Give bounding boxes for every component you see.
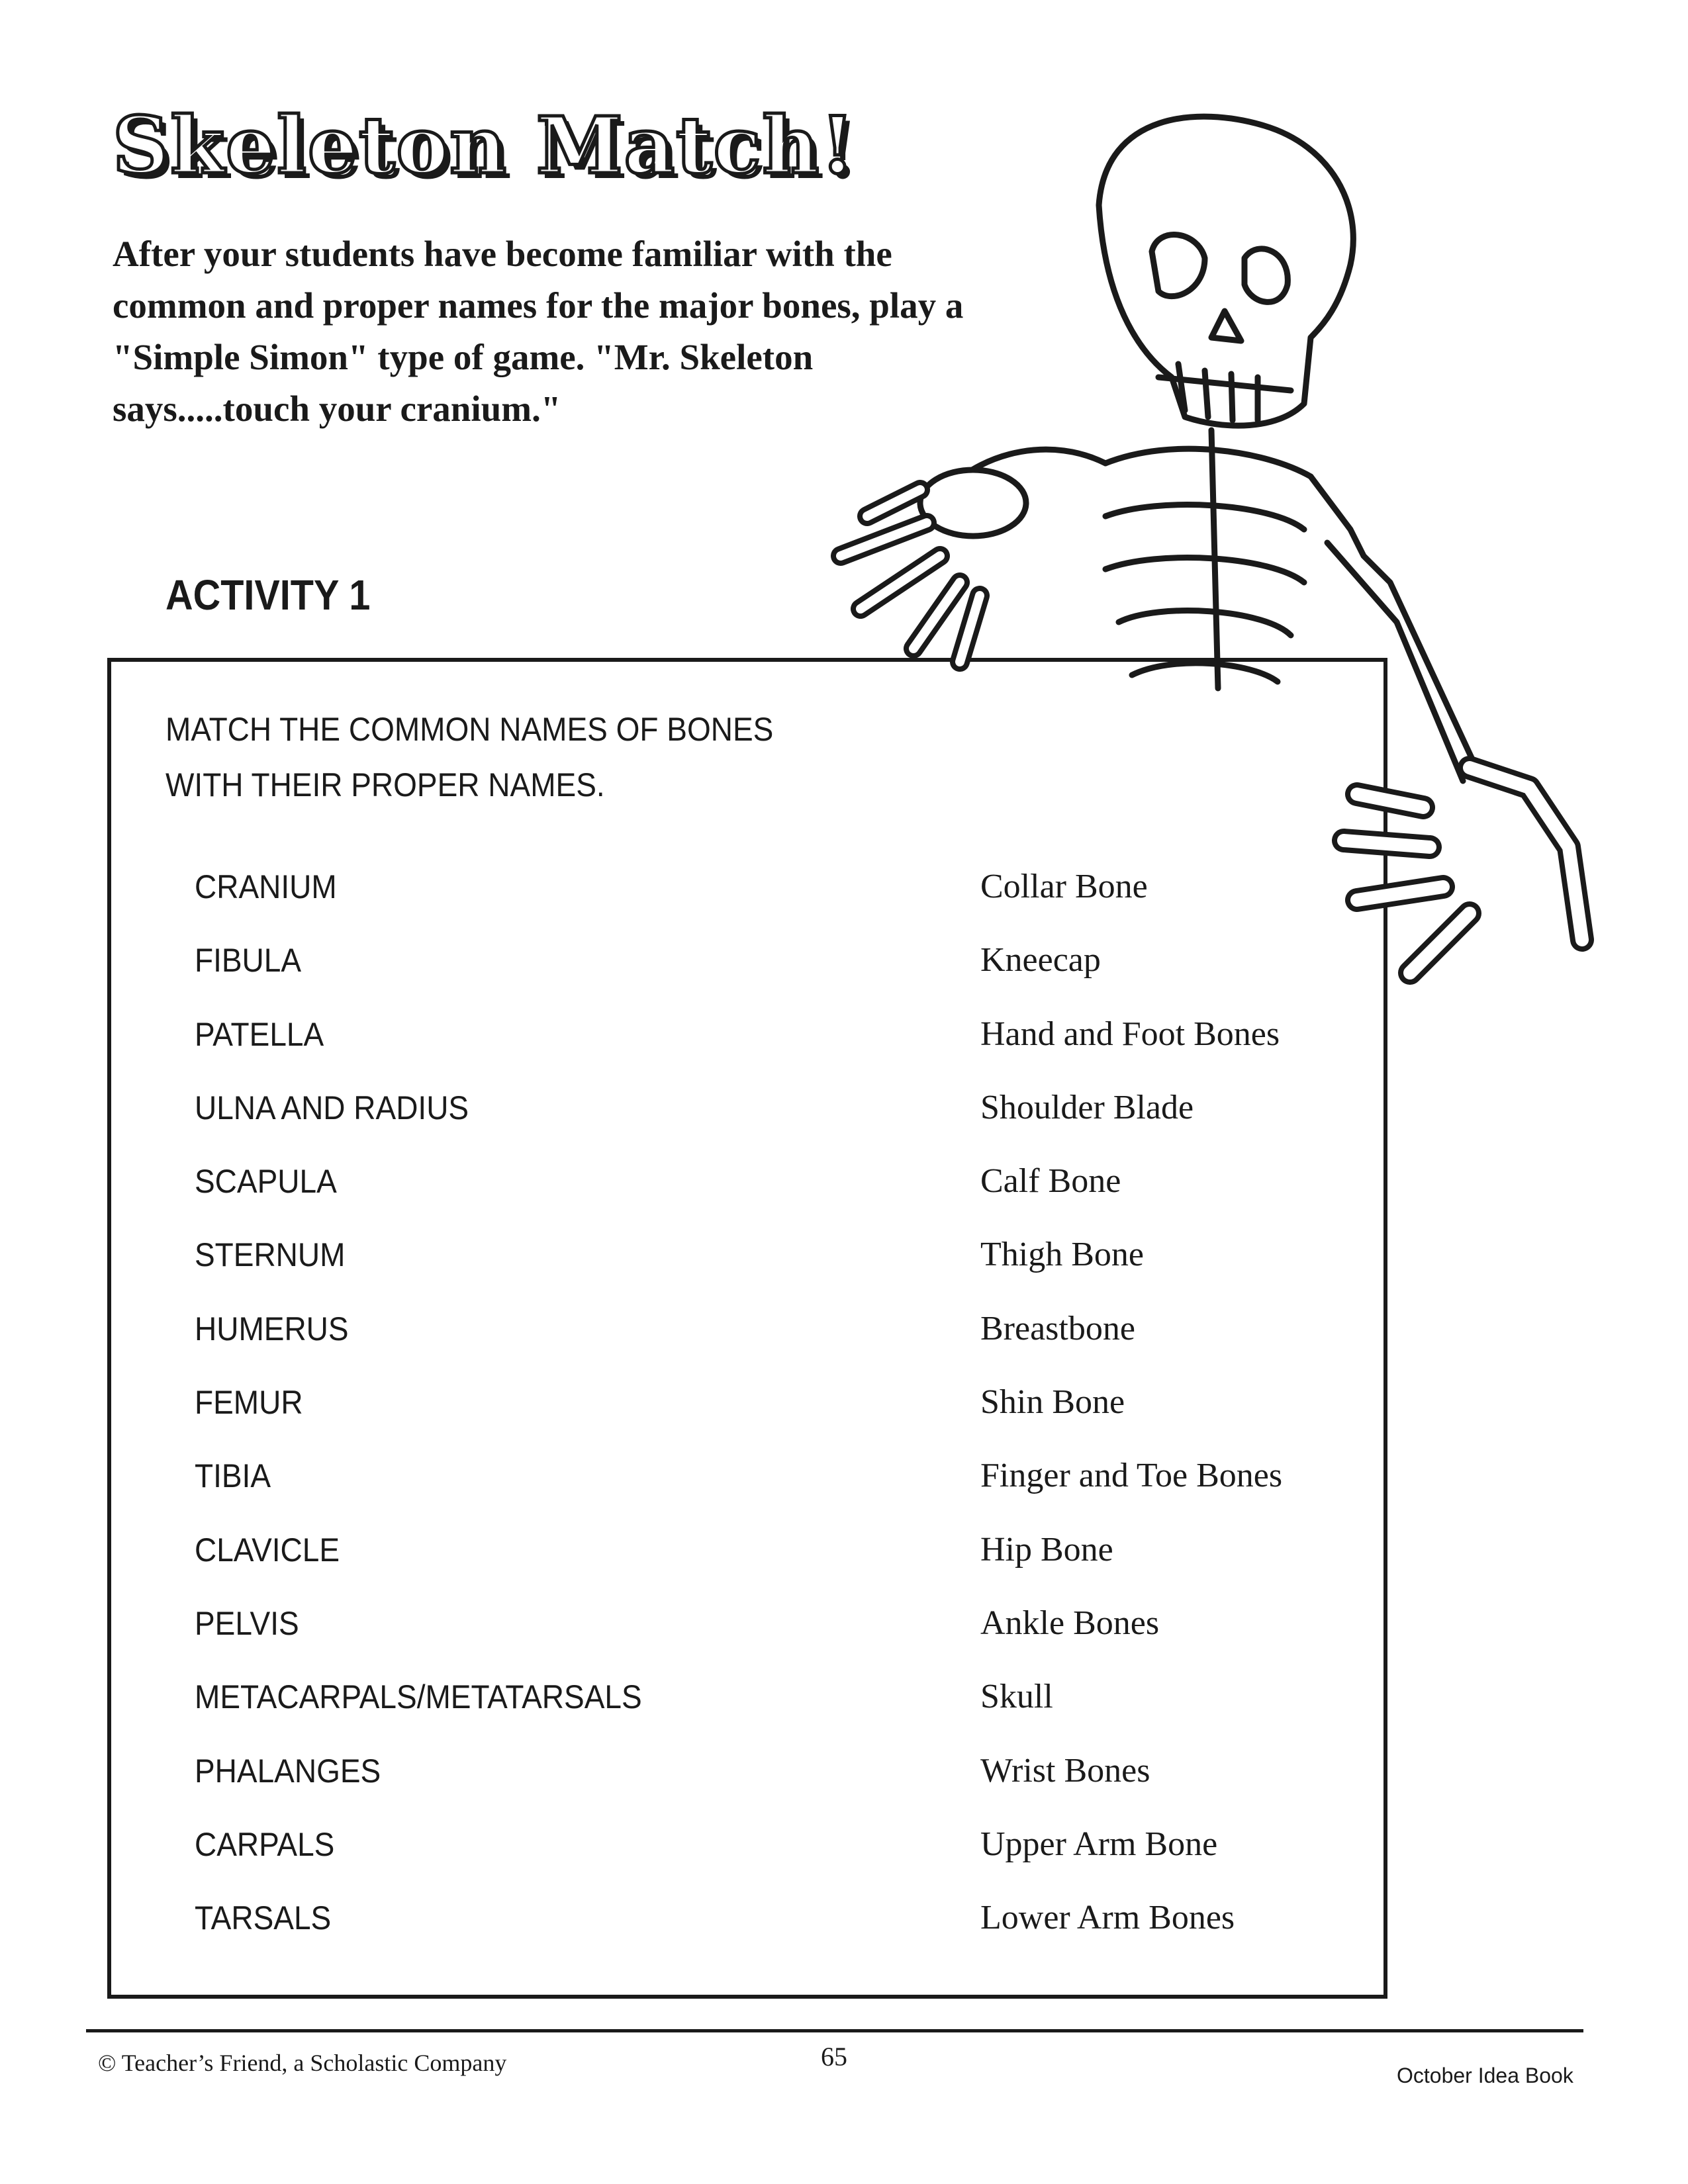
list-item: PHALANGES (195, 1752, 381, 1790)
list-item: Thigh Bone (980, 1236, 1144, 1274)
list-item: Shoulder Blade (980, 1088, 1194, 1126)
list-item: FEMUR (195, 1384, 303, 1422)
list-item: CLAVICLE (195, 1531, 340, 1569)
intro-paragraph: After your students have become familiar with the common and proper names for the major bones, play a "Simple Simon" type of game. "Mr. Skeleton says.....touch your cranium." (113, 234, 964, 429)
list-item: CRANIUM (195, 868, 337, 905)
list-item: HUMERUS (195, 1310, 349, 1347)
list-item: Shin Bone (980, 1383, 1125, 1422)
proper-names-list (195, 867, 642, 1972)
page-number: 65 (821, 2042, 847, 2071)
list-item: PATELLA (195, 1015, 324, 1053)
activity-heading: ACTIVITY 1 (165, 571, 371, 619)
list-item: Hand and Foot Bones (980, 1015, 1280, 1053)
list-item: Lower Arm Bones (980, 1899, 1235, 1937)
list-item: FIBULA (195, 942, 302, 979)
list-item: TIBIA (195, 1457, 271, 1495)
list-item: Breastbone (980, 1309, 1135, 1347)
list-item: SCAPULA (195, 1163, 337, 1201)
footer-copyright: © Teacher’s Friend, a Scholastic Company (98, 2050, 507, 2076)
list-item: TARSALS (195, 1899, 332, 1937)
instruction-line: MATCH THE COMMON NAMES OF BONES (165, 711, 774, 748)
footer-book-title: October Idea Book (1397, 2064, 1573, 2087)
list-item: Kneecap (980, 941, 1101, 979)
instructions (165, 702, 773, 813)
common-names-list (980, 867, 1282, 1972)
list-item: PELVIS (195, 1604, 299, 1642)
list-item: STERNUM (195, 1236, 346, 1274)
list-item: Hip Bone (980, 1530, 1113, 1569)
list-item: Calf Bone (980, 1162, 1121, 1201)
page-title: Skeleton Match! (113, 99, 857, 191)
footer-divider (86, 2029, 1583, 2032)
instruction-line: WITH THEIR PROPER NAMES. (165, 766, 605, 803)
list-item: ULNA AND RADIUS (195, 1089, 469, 1126)
list-item: Wrist Bones (980, 1751, 1150, 1790)
list-item: Finger and Toe Bones (980, 1457, 1283, 1495)
list-item: Upper Arm Bone (980, 1825, 1218, 1863)
list-item: Ankle Bones (980, 1604, 1160, 1642)
list-item: Collar Bone (980, 868, 1148, 905)
list-item: CARPALS (195, 1825, 335, 1863)
list-item: METACARPALS/METATARSALS (195, 1678, 642, 1716)
list-item: Skull (980, 1678, 1053, 1716)
